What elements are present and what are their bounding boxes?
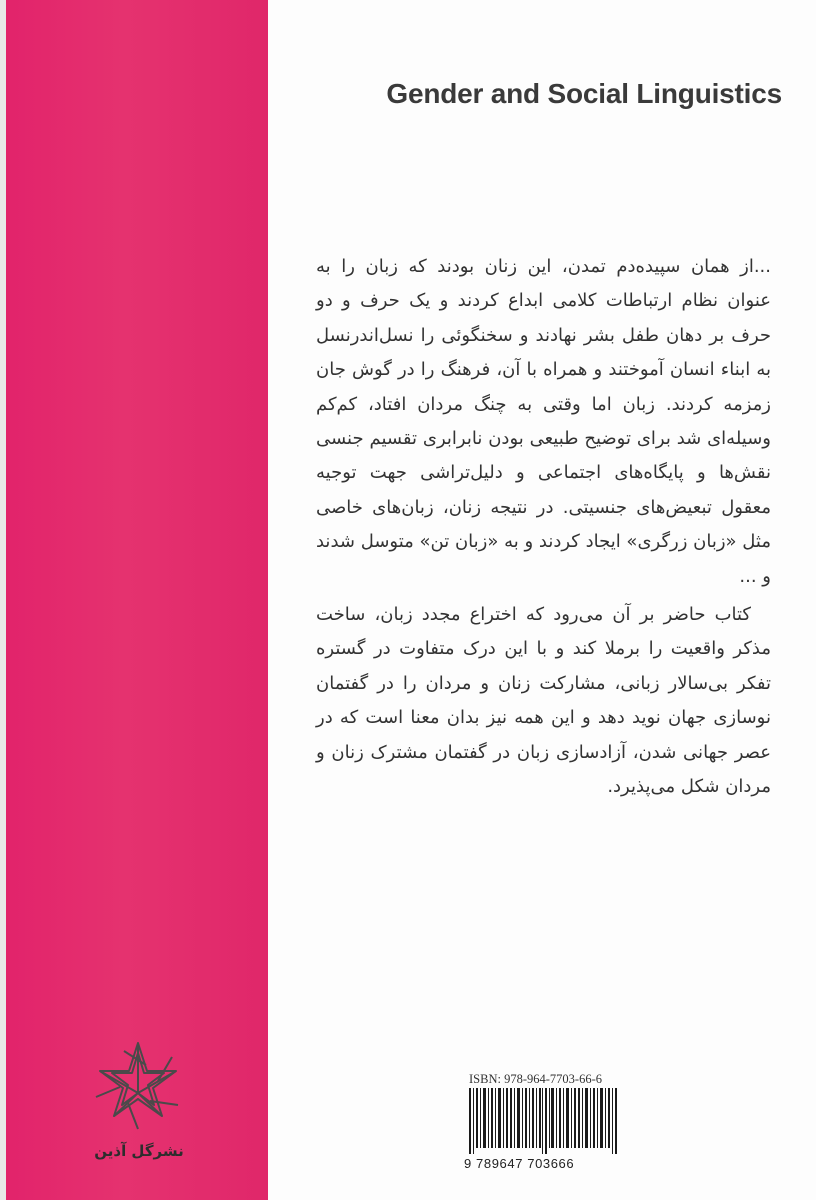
blurb-paragraph-2: کتاب حاضر بر آن می‌رود که اختراع مجدد زبان، ساخت مذکر واقعیت را برملا کند و با این درک متفاوت در گستره تفکر بی‌سالار زبانی، مشارکت زنان و مردان را در گفتمان نوسازی جهان نوید دهد و این همه نیز بدان معنا است که در عصر جهانی شدن، آزادسازی زبان در گفتمان مشترک زنان و مردان شکل می‌پذیرد. — [316, 604, 771, 798]
pink-spine-band — [6, 0, 268, 1200]
barcode-icon — [469, 1088, 619, 1154]
book-title: Gender and Social Linguistics — [386, 78, 782, 109]
barcode-number: 9 789647 703666 — [464, 1156, 575, 1171]
blurb-paragraph-1: ...از همان سپیده‌دم تمدن، این زنان بودند که زبان را به عنوان نظام ارتباطات کلامی ابداع کردند و یک حرف و دو حرف بر دهان طفل بشر نهادند و سخنگوئی را نسل‌اندرنسل به ابناء انسان آموختند و همراه با آن، فرهنگ را در گوش جان زمزمه کردند. زبان اما وقتی به چنگ مردان افتاد، کم‌کم وسیله‌ای شد برای توضیح طبیعی بودن نابرابری تقسیم جنسی نقش‌ها و پایگاه‌های اجتماعی و دلیل‌تراشی جهت توجیه معقول تبعیض‌های جنسیتی. در نتیجه زنان، زبان‌های خاصی مثل «زبان زرگری» ایجاد کردند و به «زبان تن» متوسل شدند و ... — [315, 256, 771, 587]
blurb-text — [316, 250, 771, 805]
star-book-logo-icon — [84, 1035, 192, 1135]
isbn-label: ISBN: 978-964-7703-66-6 — [469, 1072, 602, 1086]
publisher-name: نشرگل آذین — [94, 1142, 184, 1160]
